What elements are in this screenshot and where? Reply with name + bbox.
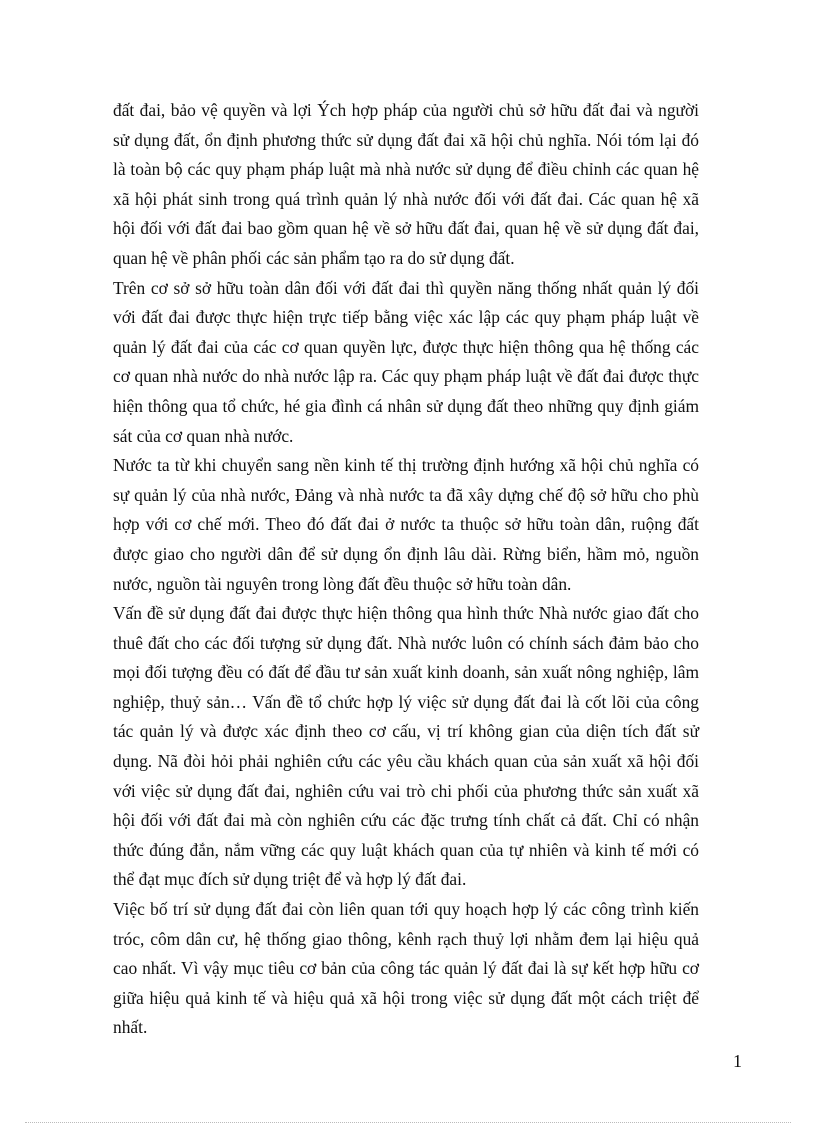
paragraph-5: Việc bố trí sử dụng đất đai còn liên quan tới quy hoạch hợp lý các công trình kiến tróc, côm dân cư, hệ thống giao thông, kênh rạch thuỷ lợi nhằm đem lại hiệu quả cao nhất. Vì vậy mục tiêu cơ bản của công tác quản lý đất đai là sự kết hợp hữu cơ giữa hiệu quả kinh tế và hiệu quả xã hội trong việc sử dụng đất một cách triệt để nhất. (113, 899, 699, 1038)
paragraph-1: đất đai, bảo vệ quyền và lợi Ých hợp pháp của người chủ sở hữu đất đai và người sử dụng đất, ổn định phương thức sử dụng đất đai xã hội chủ nghĩa. Nói tóm lại đó là toàn bộ các quy phạm pháp luật mà nhà nước sử dụng để điều chỉnh các quan hệ xã hội phát sinh trong quá trình quản lý nhà nước đối với đất đai. Các quan hệ xã hội đối với đất đai bao gồm quan hệ về sở hữu đất đai, quan hệ về sử dụng đất đai, quan hệ về phân phối các sản phẩm tạo ra do sử dụng đất. (113, 100, 699, 268)
page-number: 1 (733, 1051, 742, 1071)
paragraph-3: Nước ta từ khi chuyển sang nền kinh tế thị trường định hướng xã hội chủ nghĩa có sự quản lý của nhà nước, Đảng và nhà nước ta đã xây dựng chế độ sở hữu cho phù hợp với cơ chế mới. Theo đó đất đai ở nước ta thuộc sở hữu toàn dân, ruộng đất được giao cho người dân để sử dụng ổn định lâu dài. Rừng biển, hầm mỏ, nguồn nước, nguồn tài nguyên trong lòng đất đều thuộc sở hữu toàn dân. (113, 455, 699, 594)
paragraph-2: Trên cơ sở sở hữu toàn dân đối với đất đai thì quyền năng thống nhất quản lý đối với đất đai được thực hiện trực tiếp bằng việc xác lập các quy phạm pháp luật về quản lý đất đai của các cơ quan quyền lực, được thực hiện thông qua hệ thống các cơ quan nhà nước do nhà nước lập ra. Các quy phạm pháp luật về đất đai được thực hiện thông qua tổ chức, hé gia đình cá nhân sử dụng đất theo những quy định giám sát của cơ quan nhà nước. (113, 277, 699, 446)
paragraph-4: Vấn đề sử dụng đất đai được thực hiện thông qua hình thức Nhà nước giao đất cho thuê đất cho các đối tượng sử dụng đất. Nhà nước luôn có chính sách đảm bảo cho mọi đối tượng đều có đất để đầu tư sản xuất kinh doanh, sản xuất nông nghiệp, lâm nghiệp, thuỷ sản… Vấn đề tổ chức hợp lý việc sử dụng đất đai là cốt lõi của công tác quản lý và được xác định theo cơ cấu, vị trí không gian của diện tích đất sử dụng. Nã đòi hỏi phải nghiên cứu các yêu cầu khách quan của sản xuất xã hội đối với việc sử dụng đất đai, nghiên cứu vai trò chi phối của phương thức sản xuất xã hội đối với đất đai mà còn nghiên cứu các đặc trưng tính chất cả đất. Chỉ có nhận thức đúng đắn, nắm vững các quy luật khách quan của tự nhiên và kinh tế mới có thể đạt mục đích sử dụng triệt để và hợp lý đất đai. (113, 603, 699, 890)
body-text (113, 96, 699, 1043)
